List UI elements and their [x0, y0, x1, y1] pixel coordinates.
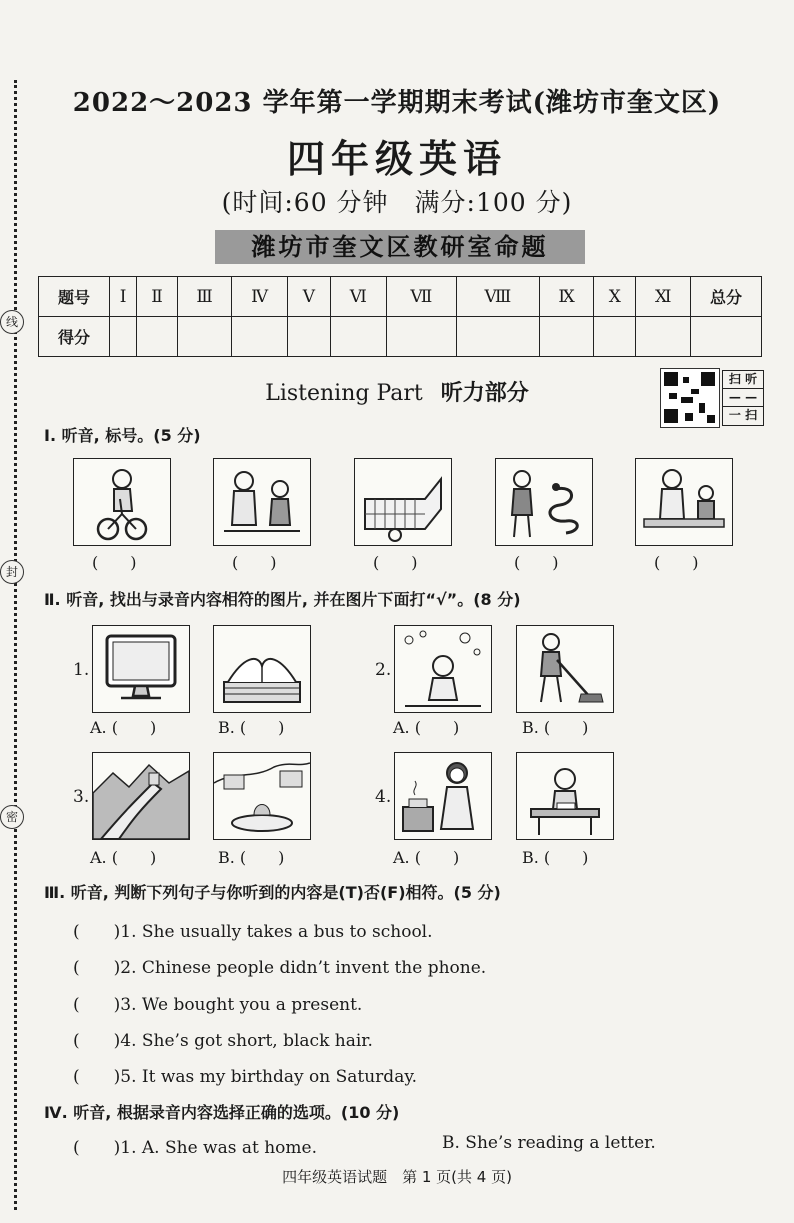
doctor-and-boy-icon — [213, 458, 311, 546]
question-number: 2. — [375, 660, 392, 680]
answer-paren[interactable]: ( ) — [232, 553, 277, 572]
page-footer: 四年级英语试题 第 1 页(共 4 页) — [282, 1168, 512, 1186]
section-3-title: Ⅲ. 听音, 判断下列句子与你听到的内容是(T)否(F)相符。(5 分) — [44, 883, 501, 902]
qr-code-icon[interactable] — [660, 368, 720, 428]
option-a[interactable]: A. ( ) — [393, 718, 460, 737]
score-cell[interactable] — [386, 317, 456, 357]
binding-line — [0, 80, 17, 1210]
score-col: Ⅰ — [110, 277, 137, 317]
score-cell[interactable] — [137, 317, 178, 357]
boy-under-bed-icon — [354, 458, 452, 546]
option-b[interactable]: B. ( ) — [522, 718, 589, 737]
score-table-header-row — [39, 277, 762, 317]
score-cell[interactable] — [330, 317, 386, 357]
option-b[interactable]: B. ( ) — [218, 718, 285, 737]
answer-paren[interactable]: ( ) — [92, 553, 137, 572]
score-table — [38, 276, 762, 357]
answer-paren[interactable]: ( ) — [514, 553, 559, 572]
score-col: Ⅶ — [386, 277, 456, 317]
score-cell[interactable] — [177, 317, 231, 357]
option-a[interactable]: A. ( ) — [90, 848, 157, 867]
binding-mark: 线 — [0, 310, 24, 334]
binding-mark: 封 — [0, 560, 24, 584]
great-wall-icon — [92, 752, 190, 840]
score-cell[interactable] — [288, 317, 331, 357]
boy-blowing-bubbles-icon — [394, 625, 492, 713]
score-col: Ⅹ — [594, 277, 636, 317]
boy-and-snake-icon — [495, 458, 593, 546]
score-col: Ⅳ — [232, 277, 288, 317]
score-total-label: 总分 — [691, 277, 762, 317]
score-col: Ⅷ — [456, 277, 539, 317]
score-col: Ⅺ — [636, 277, 691, 317]
grandma-and-boy-cooking-icon — [635, 458, 733, 546]
listening-heading-cn: 听力部分 — [440, 381, 529, 406]
author-banner: 潍坊市奎文区教研室命题 — [215, 230, 585, 264]
boy-mopping-floor-icon — [516, 625, 614, 713]
score-col: Ⅲ — [177, 277, 231, 317]
tf-item[interactable]: ( )3. We bought you a present. — [73, 995, 363, 1015]
score-cell[interactable] — [456, 317, 539, 357]
mc-item-option-b[interactable]: B. She’s reading a letter. — [442, 1133, 656, 1153]
section-1-title: Ⅰ. 听音, 标号。(5 分) — [44, 426, 201, 445]
tf-item[interactable]: ( )2. Chinese people didn’t invent the phone. — [73, 958, 487, 978]
girl-cooking-icon — [394, 752, 492, 840]
computer-monitor-icon — [92, 625, 190, 713]
exam-title: 2022～2023 学年第一学期期末考试(潍坊市奎文区) — [72, 88, 722, 118]
subject-title: 四年级英语 — [286, 136, 507, 181]
score-cell[interactable] — [594, 317, 636, 357]
score-row-label: 得分 — [39, 317, 110, 357]
tf-item[interactable]: ( )5. It was my birthday on Saturday. — [73, 1067, 418, 1087]
option-b[interactable]: B. ( ) — [522, 848, 589, 867]
section-2-title: Ⅱ. 听音, 找出与录音内容相符的图片, 并在图片下面打“√”。(8 分) — [44, 590, 521, 609]
books-icon — [213, 625, 311, 713]
exam-duration: (时间:60 分钟 满分:100 分) — [221, 188, 573, 217]
tf-item[interactable]: ( )1. She usually takes a bus to school. — [73, 922, 433, 942]
question-number: 1. — [73, 660, 90, 680]
score-cell[interactable] — [539, 317, 593, 357]
boy-riding-bike-icon — [73, 458, 171, 546]
question-number: 3. — [73, 787, 90, 807]
tf-item[interactable]: ( )4. She’s got short, black hair. — [73, 1031, 373, 1051]
score-col: Ⅱ — [137, 277, 178, 317]
score-cell[interactable] — [232, 317, 288, 357]
binding-mark: 密 — [0, 805, 24, 829]
score-col: Ⅴ — [288, 277, 331, 317]
score-cell[interactable] — [691, 317, 762, 357]
score-col: Ⅸ — [539, 277, 593, 317]
girl-writing-icon — [516, 752, 614, 840]
answer-paren[interactable]: ( ) — [373, 553, 418, 572]
score-table-score-row — [39, 317, 762, 357]
park-fountain-icon — [213, 752, 311, 840]
listening-heading-en: Listening Part — [265, 381, 423, 406]
score-table-label: 题号 — [39, 277, 110, 317]
mc-item-option-a[interactable]: ( )1. A. She was at home. — [73, 1138, 317, 1158]
answer-paren[interactable]: ( ) — [654, 553, 699, 572]
score-cell[interactable] — [110, 317, 137, 357]
question-number: 4. — [375, 787, 392, 807]
score-cell[interactable] — [636, 317, 691, 357]
score-col: Ⅵ — [330, 277, 386, 317]
option-a[interactable]: A. ( ) — [393, 848, 460, 867]
option-b[interactable]: B. ( ) — [218, 848, 285, 867]
scan-to-listen-label: 扫 听 — — 一 扫 — [722, 370, 764, 426]
section-4-title: Ⅳ. 听音, 根据录音内容选择正确的选项。(10 分) — [44, 1103, 400, 1122]
option-a[interactable]: A. ( ) — [90, 718, 157, 737]
